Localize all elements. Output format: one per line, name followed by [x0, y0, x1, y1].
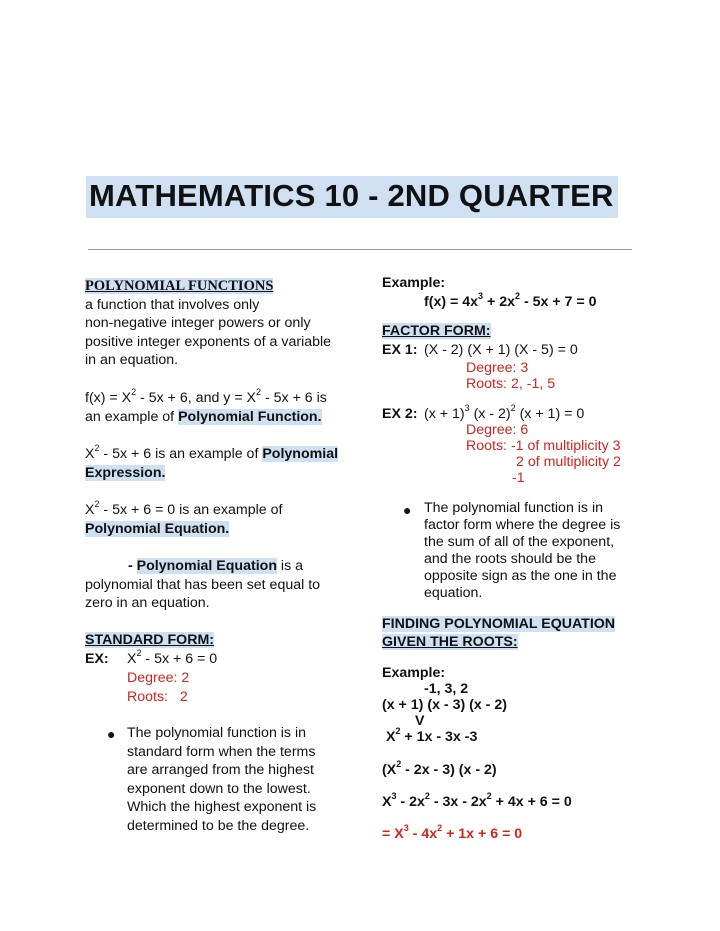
heading-line: GIVEN THE ROOTS:: [382, 634, 518, 650]
text: = X: [382, 826, 404, 842]
ex2-roots-3: -1: [512, 470, 525, 486]
text: - 2x: [396, 794, 425, 810]
text: determined to be the degree.: [127, 817, 310, 834]
section-heading-factor-form: FACTOR FORM:: [382, 323, 491, 339]
superscript: 2: [396, 759, 402, 770]
dash: -: [128, 558, 137, 574]
text: standard form when the terms: [127, 743, 316, 760]
find-roots: -1, 3, 2: [424, 681, 469, 697]
factor-form-note: [424, 500, 634, 602]
standard-form-note: [127, 724, 357, 836]
definition-line: a function that involves only: [85, 296, 260, 313]
text: equation.: [424, 585, 483, 601]
superscript: 2: [486, 791, 492, 802]
text: an example of: [85, 408, 179, 425]
superscript: 2: [131, 387, 137, 398]
ex1-label: EX 1:: [382, 342, 418, 358]
text: factor form where the degree is: [424, 517, 621, 533]
find-factors: (x + 1) (x - 3) (x - 2): [382, 697, 507, 713]
text: The polynomial function is in: [127, 725, 307, 741]
text: The polynomial function is in: [424, 500, 604, 516]
example-label: Example:: [382, 275, 446, 291]
text: opposite sign as the one in the: [424, 568, 617, 584]
text: - 5x + 6 is an example of: [99, 446, 263, 462]
term-polynomial-equation: Polynomial Equation.: [85, 520, 230, 537]
standard-roots: Roots: 2: [127, 689, 188, 705]
definition-line: non-negative integer powers or only: [85, 315, 311, 332]
superscript: 2: [136, 648, 142, 659]
text: - 4x: [408, 826, 438, 842]
superscript: 2: [437, 823, 443, 834]
final-equation: [382, 825, 522, 844]
function-example: [85, 389, 355, 426]
superscript: 2: [94, 443, 100, 454]
superscript: 2: [424, 791, 430, 802]
text: + 1x - 3x -3: [400, 729, 478, 745]
ex-label: EX:: [85, 651, 109, 667]
term-polynomial-equation: Polynomial Equation: [136, 558, 277, 574]
ex1-roots: Roots: 2, -1, 5: [466, 376, 556, 392]
superscript: 2: [94, 499, 100, 510]
text: Which the highest exponent is: [127, 799, 317, 816]
page-title: MATHEMATICS 10 - 2ND QUARTER: [86, 176, 618, 218]
text: - 3x - 2x: [429, 794, 487, 810]
example-equation: [424, 293, 597, 312]
factor-form-section: [382, 322, 491, 341]
text: - 5x + 7 = 0: [520, 294, 597, 310]
text: (x + 1): [424, 406, 465, 422]
text: are arranged from the highest: [127, 762, 314, 779]
text: is a: [276, 558, 304, 574]
find-example-label: Example:: [382, 665, 446, 681]
superscript: 2: [514, 291, 520, 302]
text: zero in an equation.: [85, 595, 210, 612]
section-heading-standard-form: STANDARD FORM:: [85, 632, 214, 648]
text: the sum of all of the exponent,: [424, 534, 615, 550]
horizontal-rule: [88, 249, 632, 250]
left-column: [85, 277, 355, 370]
text: + 2x: [483, 294, 515, 310]
definition-line: positive integer exponents of a variable: [85, 333, 332, 350]
term-polynomial-function: Polynomial Function.: [178, 408, 322, 425]
equation-example: [85, 501, 355, 538]
text: X: [85, 502, 95, 518]
section-heading-polynomial-functions: POLYNOMIAL FUNCTIONS: [85, 278, 274, 294]
text: polynomial that has been set equal to: [85, 576, 321, 593]
text: (X: [382, 762, 397, 778]
standard-form-section: [85, 631, 214, 650]
ex2-roots-2: 2 of multiplicity 2: [516, 454, 621, 470]
finding-section-heading: [382, 615, 615, 651]
bullet-icon: ●: [107, 726, 116, 742]
term-polynomial: Polynomial: [262, 446, 339, 462]
text: - 5x + 6 = 0: [141, 651, 218, 667]
text: + 1x + 6 = 0: [442, 826, 523, 842]
ex2-label: EX 2:: [382, 406, 418, 422]
text: X: [382, 794, 392, 810]
polynomial-equation-definition: [85, 557, 355, 613]
superscript: 3: [403, 823, 409, 834]
standard-degree: Degree: 2: [127, 670, 190, 686]
ex2-roots-1: Roots: -1 of multiplicity 3: [466, 438, 621, 454]
text: X: [127, 651, 137, 667]
expression-example: [85, 445, 355, 482]
text: (x - 2): [469, 406, 511, 422]
text: X: [386, 729, 396, 745]
heading-line: FINDING POLYNOMIAL EQUATION: [382, 616, 616, 632]
superscript: 2: [510, 403, 516, 414]
superscript: 3: [464, 403, 470, 414]
arrow-down: V: [415, 713, 425, 729]
text: exponent down to the lowest.: [127, 780, 311, 797]
standard-equation: [127, 650, 217, 669]
ex1-equation: (X - 2) (X + 1) (X - 5) = 0: [424, 342, 578, 358]
superscript: 2: [395, 726, 401, 737]
step-1: [386, 728, 477, 747]
ex1-degree: Degree: 3: [466, 360, 529, 376]
text: - 5x + 6, and y = X: [136, 390, 257, 406]
text: X: [85, 446, 95, 462]
text: - 5x + 6 is: [261, 390, 327, 406]
text: (x + 1) = 0: [515, 406, 585, 422]
superscript: 2: [256, 387, 262, 398]
text: + 4x + 6 = 0: [491, 794, 572, 810]
superscript: 3: [478, 291, 484, 302]
text: - 5x + 6 = 0 is an example of: [99, 502, 283, 518]
text: and the roots should be the: [424, 551, 596, 567]
bullet-icon: ●: [403, 502, 412, 518]
ex2-degree: Degree: 6: [466, 422, 529, 438]
step-2: [382, 761, 497, 780]
text: f(x) = 4x: [424, 294, 479, 310]
step-3: [382, 793, 572, 812]
term-expression: Expression.: [85, 464, 166, 481]
definition-line: in an equation.: [85, 352, 179, 369]
text: f(x) = X: [85, 390, 132, 406]
superscript: 3: [391, 791, 397, 802]
text: - 2x - 3) (x - 2): [401, 762, 497, 778]
